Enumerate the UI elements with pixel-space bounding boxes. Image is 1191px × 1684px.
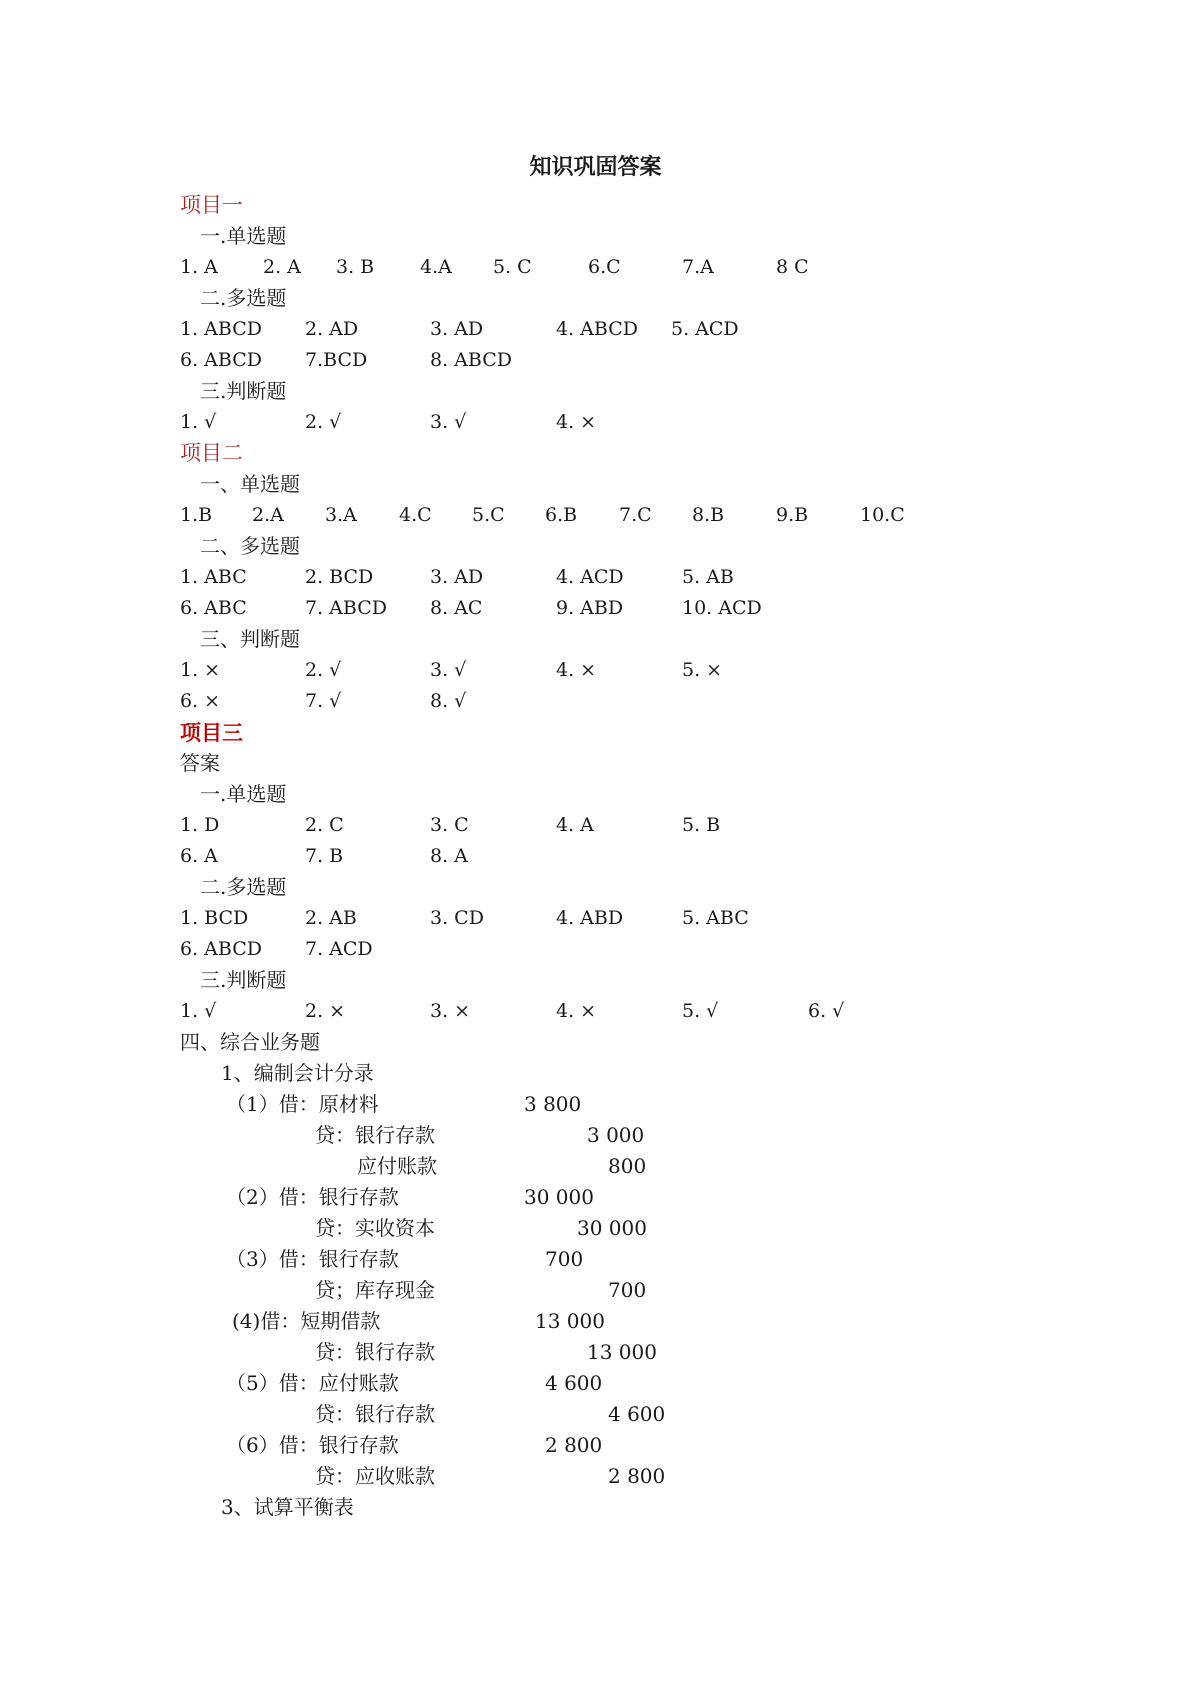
document-page: 知识巩固答案 项目一 一.单选题 1. A 2. A 3. B 4.A 5. C 6.C 7.A 8 C 二.多选题 1. ABCD 2. AD 3. AD 4. ABCD 5. ACD 6. ABCD 7.BCD 8. ABCD 三.判断题 1. √ 2. √ 3. √ 4. × 项目二 一、单选题 1.B 2.A 3.A 4.C 5.C 6.B 7.C 8.B 9.B 10.C 二、多选题 1. ABC 2. BCD 3. AD 4. ACD 5. AB 6. ABC 7. ABCD 8. AC 9. ABD 10. ACD 三、判断题 1. × 2. √ 3. √ 4. × 5. × 6. × 7. √ 8. √ 项目三 答案 一.单选题 1. D 2. C 3. C 4. A 5. B 6. A 7. B 8. A 二.多选题 1. BCD 2. AB 3. CD 4. ABD 5. ABC 6. ABCD 7. ACD 三.判断题 1. √ 2. × 3. × 4. × 5. √ 6. √ 四、综合业务题 1、编制会计分录 （1）借：原材料 3 800 贷：银行存款 3 000 应付账款 800 （2）借：银行存款 30 000 贷：实收资本 30 000 （3）借：银行存款 700 贷；库存现金 700 (4)借：短期借款 13 000 贷：银行存款 13 000 （5）借：应付账款 4 600 贷：银行存款 4 600 （6）借：银行存款 2 800 贷：应收账款 2 800 3、试算平衡表 [0,0,1191,1684]
document-title: 知识巩固答案 [529,154,662,180]
